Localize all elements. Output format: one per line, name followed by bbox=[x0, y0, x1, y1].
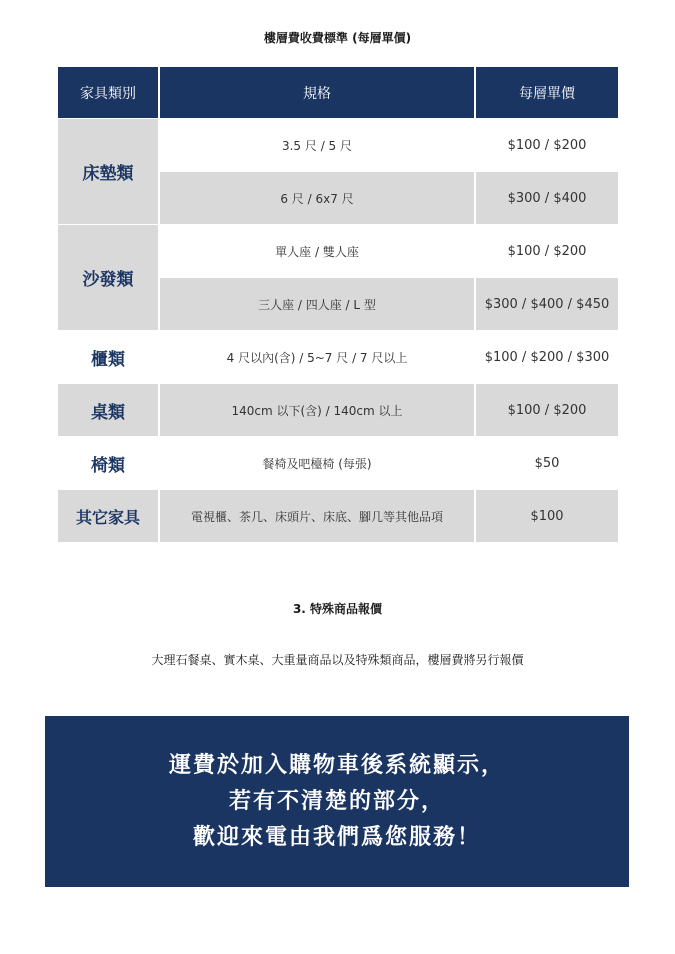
category-cell: 床墊類 bbox=[58, 119, 159, 225]
table-row bbox=[58, 384, 618, 437]
spec-cell: 4 尺以內(含) / 5~7 尺 / 7 尺以上 bbox=[159, 331, 475, 384]
page-title: 樓層費收費標準 (每層單價) bbox=[263, 31, 412, 45]
price-cell: $50 bbox=[475, 437, 618, 490]
category-cell: 椅類 bbox=[58, 437, 159, 490]
notice-line-2: 若有不清楚的部分， bbox=[228, 788, 445, 814]
price-cell: $100 / $200 bbox=[475, 384, 618, 437]
price-cell: $100 / $200 / $300 bbox=[475, 331, 618, 384]
spec-cell: 電視櫃、茶几、床頭片、床底、腳几等其他品項 bbox=[159, 490, 475, 543]
notice-line-1: 運費於加入購物車後系統顯示， bbox=[168, 752, 505, 778]
spec-cell: 單人座 / 雙人座 bbox=[159, 225, 475, 278]
category-cell: 其它家具 bbox=[58, 490, 159, 543]
table-row bbox=[58, 119, 618, 172]
price-cell: $100 / $200 bbox=[475, 119, 618, 172]
spec-cell: 餐椅及吧檯椅 (每張) bbox=[159, 437, 475, 490]
notice-line-3: 歡迎來電由我們爲您服務！ bbox=[192, 824, 481, 850]
header-category: 家具類別 bbox=[58, 67, 159, 119]
special-items-heading: 3. 特殊商品報價 bbox=[292, 602, 383, 616]
special-items-text: 大理石餐桌、實木桌、大重量商品以及特殊類商品，樓層費將另行報價 bbox=[151, 653, 524, 667]
price-cell: $100 / $200 bbox=[475, 225, 618, 278]
header-price: 每層單價 bbox=[475, 67, 618, 119]
table-row bbox=[58, 437, 618, 490]
spec-cell: 三人座 / 四人座 / L 型 bbox=[159, 278, 475, 331]
table-row bbox=[58, 490, 618, 543]
category-cell: 桌類 bbox=[58, 384, 159, 437]
category-cell: 沙發類 bbox=[58, 225, 159, 331]
table-row bbox=[58, 331, 618, 384]
spec-cell: 3.5 尺 / 5 尺 bbox=[159, 119, 475, 172]
table-row bbox=[58, 225, 618, 278]
table-header-row bbox=[58, 67, 618, 119]
shipping-notice-banner bbox=[45, 716, 629, 887]
price-cell: $100 bbox=[475, 490, 618, 543]
price-cell: $300 / $400 / $450 bbox=[475, 278, 618, 331]
header-spec: 規格 bbox=[159, 67, 475, 119]
floor-fee-table bbox=[58, 67, 618, 543]
price-cell: $300 / $400 bbox=[475, 172, 618, 225]
spec-cell: 6 尺 / 6x7 尺 bbox=[159, 172, 475, 225]
category-cell: 櫃類 bbox=[58, 331, 159, 384]
spec-cell: 140cm 以下(含) / 140cm 以上 bbox=[159, 384, 475, 437]
